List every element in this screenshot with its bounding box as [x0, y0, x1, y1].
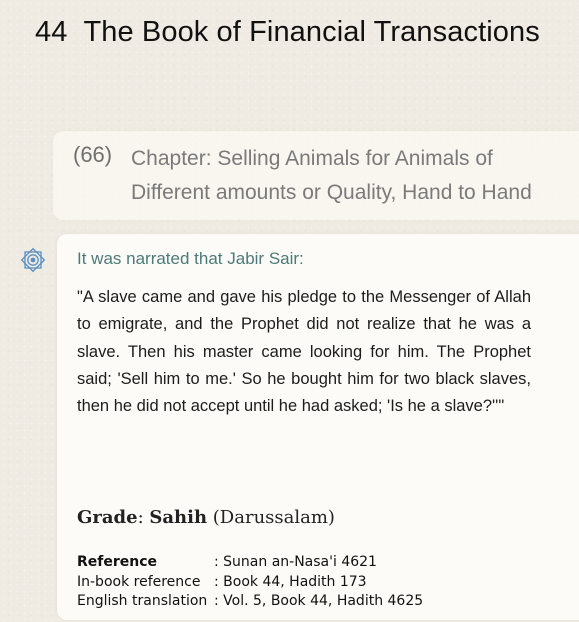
hadith-text: "A slave came and gave his pledge to the Messenger of Allah to emigrate, and the Prophet did not realize that he was a slave. Then his master came looking for him. The Prophet said; 'Sell him to me.' So he bought him for two black slaves, then he did not accept until he had asked; 'Is he a slave?''" — [77, 288, 531, 416]
grade-separator: : — [137, 507, 150, 528]
in-book-reference-value: : Book 44, Hadith 173 — [214, 573, 367, 590]
grade-label: Grade — [77, 507, 138, 528]
reference-table — [77, 553, 423, 612]
reference-label: Reference — [77, 554, 158, 570]
eight-point-star-icon[interactable] — [19, 246, 47, 274]
chapter-number: (66) — [73, 142, 113, 167]
reference-value: : Sunan an-Nasa'i 4621 — [214, 554, 377, 570]
chapter-header — [53, 131, 579, 220]
narrator-line: It was narrated that Jabir Sair: — [77, 249, 304, 268]
grade-line — [77, 507, 335, 528]
book-title — [35, 16, 540, 49]
book-number: 44 — [35, 16, 68, 48]
grade-source: (Darussalam) — [212, 507, 335, 528]
chapter-title: Chapter: Selling Animals for Animals of Different amounts or Quality, Hand to Hand — [131, 147, 532, 204]
in-book-reference-row — [77, 573, 423, 593]
english-translation-value: : Vol. 5, Book 44, Hadith 4625 — [214, 593, 424, 609]
grade-value: Sahih — [149, 507, 208, 528]
in-book-reference-label: In-book reference — [77, 573, 201, 590]
book-name: The Book of Financial Transactions — [83, 16, 540, 48]
hadith-card — [57, 234, 579, 620]
english-translation-label: English translation — [77, 593, 208, 609]
reference-row — [77, 553, 423, 573]
english-translation-row — [77, 592, 423, 612]
